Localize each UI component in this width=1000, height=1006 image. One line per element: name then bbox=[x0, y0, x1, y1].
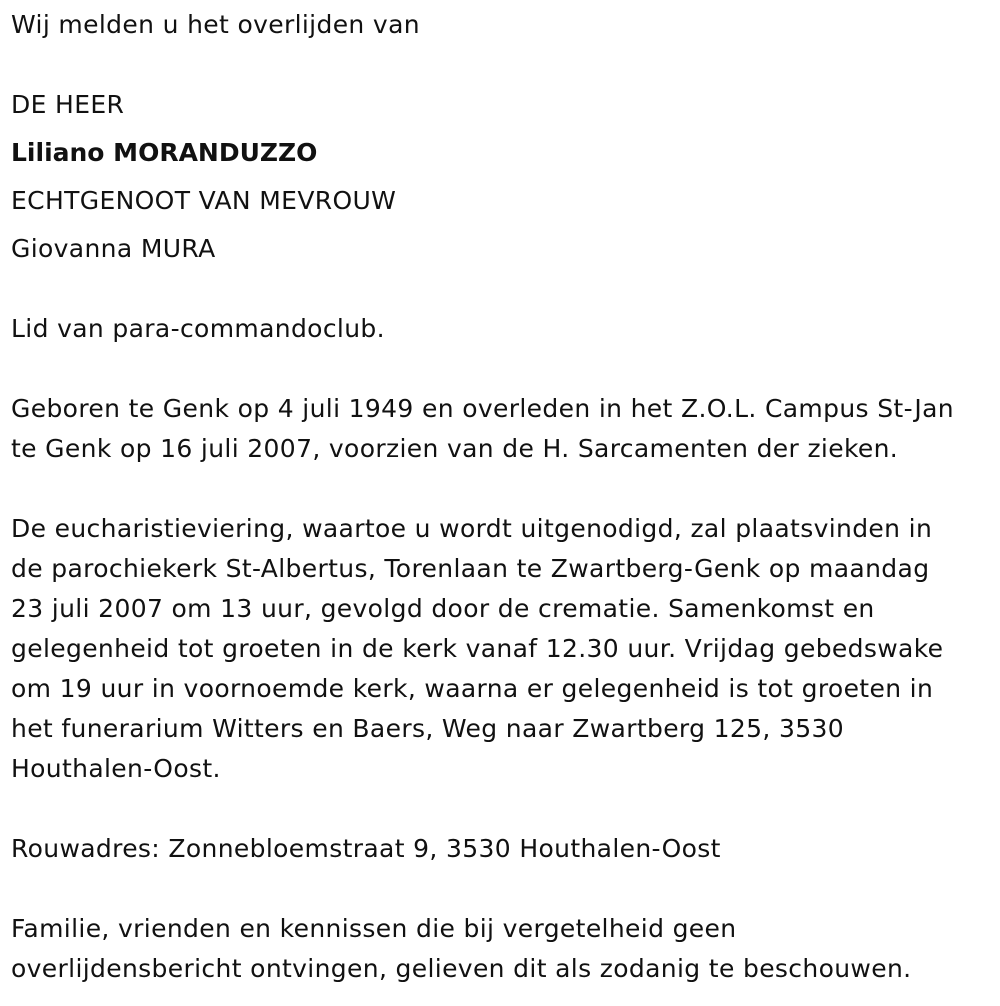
birth-death-line: Geboren te Genk op 4 juli 1949 en overleden in het Z.O.L. Campus St-Jan bbox=[11, 394, 954, 423]
closing-line: Familie, vrienden en kennissen die bij vergetelheid geen bbox=[11, 914, 737, 943]
ceremony-line: Houthalen-Oost. bbox=[11, 754, 221, 783]
deceased-name: Liliano MORANDUZZO bbox=[11, 138, 318, 167]
ceremony-line: het funerarium Witters en Baers, Weg naar Zwartberg 125, 3530 bbox=[11, 714, 845, 743]
ceremony-line: 23 juli 2007 om 13 uur, gevolgd door de crematie. Samenkomst en bbox=[11, 594, 875, 623]
ceremony-line: de parochiekerk St-Albertus, Torenlaan te Zwartberg-Genk op maandag bbox=[11, 554, 930, 583]
membership-text: Lid van para-commandoclub. bbox=[11, 314, 385, 343]
closing-line: overlijdensbericht ontvingen, gelieven dit als zodanig te beschouwen. bbox=[11, 954, 912, 983]
title-text: DE HEER bbox=[11, 90, 125, 119]
birth-death-line: te Genk op 16 juli 2007, voorzien van de H. Sarcamenten der zieken. bbox=[11, 434, 899, 463]
mourning-address: Rouwadres: Zonnebloemstraat 9, 3530 Houthalen-Oost bbox=[11, 834, 721, 863]
ceremony-line: om 19 uur in voornoemde kerk, waarna er gelegenheid is tot groeten in bbox=[11, 674, 934, 703]
spouse-label: ECHTGENOOT VAN MEVROUW bbox=[11, 186, 397, 215]
ceremony-line: De eucharistieviering, waartoe u wordt uitgenodigd, zal plaatsvinden in bbox=[11, 514, 933, 543]
ceremony-line: gelegenheid tot groeten in de kerk vanaf 12.30 uur. Vrijdag gebedswake bbox=[11, 634, 944, 663]
intro-text: Wij melden u het overlijden van bbox=[11, 10, 420, 39]
spouse-name: Giovanna MURA bbox=[11, 234, 216, 263]
